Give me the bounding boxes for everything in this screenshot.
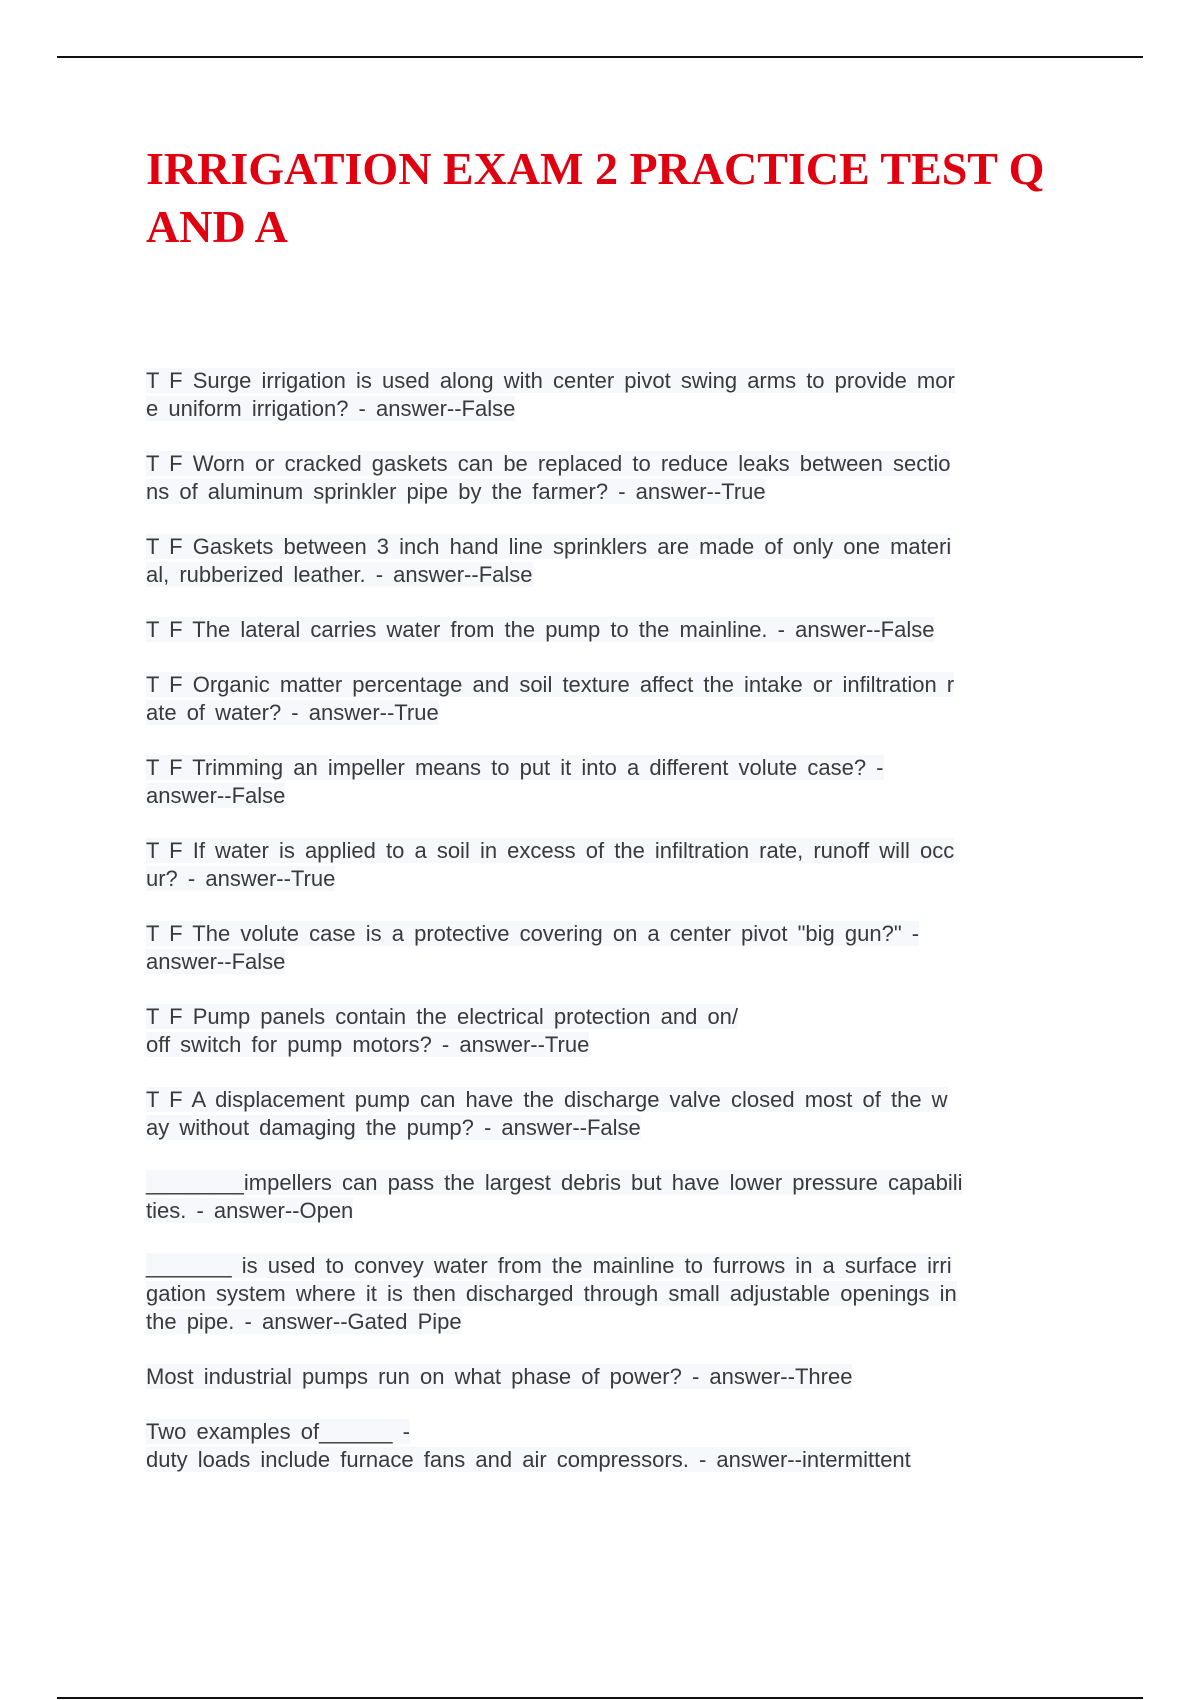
question-item bbox=[146, 754, 1052, 810]
question-item bbox=[146, 1169, 1052, 1225]
header-rule bbox=[57, 56, 1143, 58]
question-text: T F Trimming an impeller means to put it into a different volute case? - answer--False bbox=[146, 755, 884, 808]
question-text: T F If water is applied to a soil in excess of the infiltration rate, runoff will occ ur? - answer--True bbox=[146, 838, 955, 891]
question-text: T F Worn or cracked gaskets can be replaced to reduce leaks between sectio ns of aluminum sprinkler pipe by the farmer? - answer--True bbox=[146, 451, 951, 504]
question-item bbox=[146, 671, 1052, 727]
document-title: IRRIGATION EXAM 2 PRACTICE TEST Q AND A bbox=[146, 143, 1045, 252]
question-text: _______ is used to convey water from the mainline to furrows in a surface irri gation system where it is then discharged through small adjustable openings in the pipe. - answer--Gated Pipe bbox=[146, 1253, 957, 1334]
question-item bbox=[146, 450, 1052, 506]
question-item bbox=[146, 1003, 1052, 1059]
footer-rule bbox=[57, 1697, 1143, 1699]
question-item bbox=[146, 837, 1052, 893]
question-item bbox=[146, 1252, 1052, 1336]
question-text: T F The volute case is a protective covering on a center pivot "big gun?" - answer--False bbox=[146, 921, 920, 974]
question-text: T F Surge irrigation is used along with center pivot swing arms to provide mor e uniform irrigation? - answer--False bbox=[146, 368, 955, 421]
question-item bbox=[146, 920, 1052, 976]
question-text: T F Pump panels contain the electrical protection and on/ off switch for pump motors? - answer--True bbox=[146, 1004, 739, 1057]
question-text: T F Organic matter percentage and soil texture affect the intake or infiltration r ate of water? - answer--True bbox=[146, 672, 955, 725]
question-text: ________impellers can pass the largest debris but have lower pressure capabili ties. - answer--Open bbox=[146, 1170, 963, 1223]
question-item bbox=[146, 367, 1052, 423]
question-list bbox=[146, 367, 1052, 1501]
question-text: Most industrial pumps run on what phase of power? - answer--Three bbox=[146, 1364, 853, 1389]
question-text: T F Gaskets between 3 inch hand line sprinklers are made of only one materi al, rubberized leather. - answer--False bbox=[146, 534, 952, 587]
question-text: T F The lateral carries water from the pump to the mainline. - answer--False bbox=[146, 617, 935, 642]
question-item bbox=[146, 1086, 1052, 1142]
question-item bbox=[146, 616, 1052, 644]
question-text: T F A displacement pump can have the discharge valve closed most of the w ay without damaging the pump? - answer--False bbox=[146, 1087, 948, 1140]
question-text: Two examples of______ - duty loads include furnace fans and air compressors. - answer--intermittent bbox=[146, 1419, 911, 1472]
question-item bbox=[146, 1418, 1052, 1474]
question-item bbox=[146, 533, 1052, 589]
question-item bbox=[146, 1363, 1052, 1391]
